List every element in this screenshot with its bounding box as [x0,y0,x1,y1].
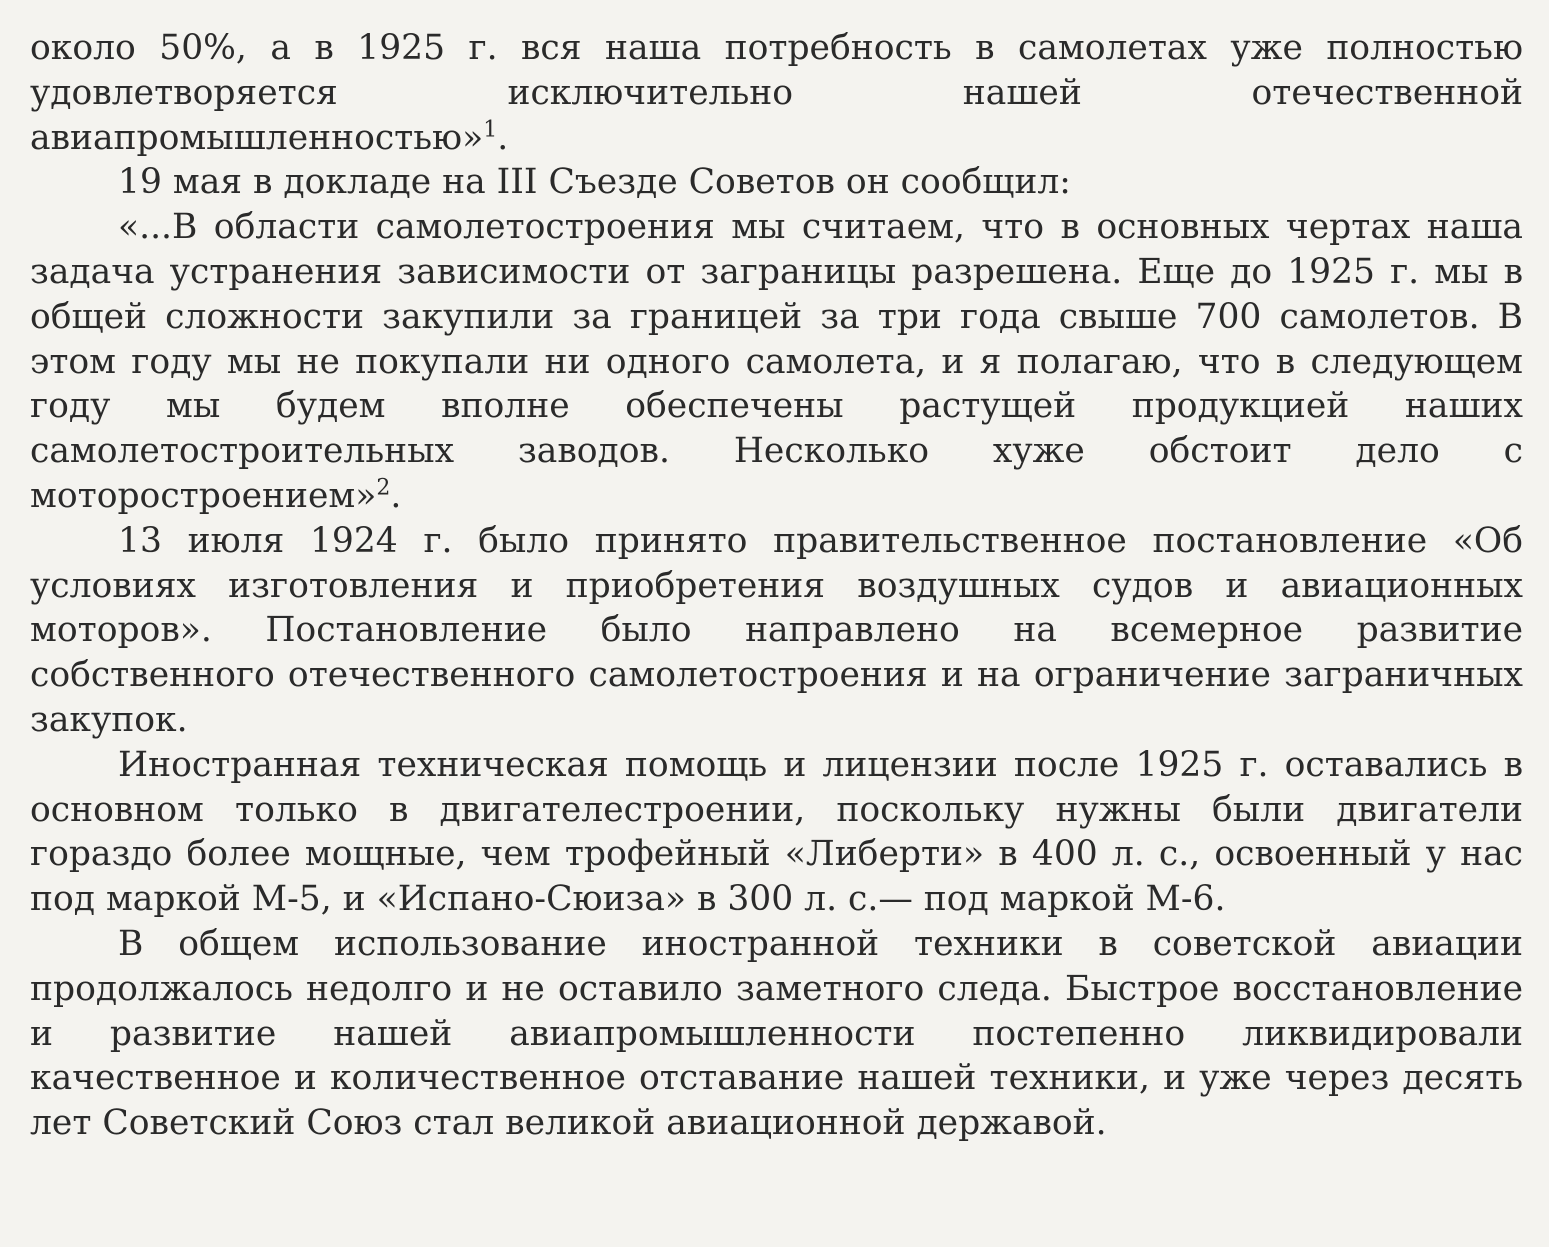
paragraph-1-tail: . [497,117,509,158]
paragraph-2 [30,160,1523,205]
paragraph-1-continuation [30,26,1523,160]
footnote-ref-1: 1 [483,117,498,143]
paragraph-3-tail: . [390,475,402,516]
paragraph-6 [30,922,1523,1146]
paragraph-3-text: «...В области самолетостроения мы считаем, что в основных чертах наша задача устранения зависимости от заграницы разрешена. Еще до 1925 г. мы в общей сложности закупили за границей за три года свыше 700 самолетов. В этом году мы не покупали ни одного самолета, и я полагаю, что в следующем году мы будем вполне обеспечены растущей продукцией наших самолетостроительных заводов. Несколько хуже обстоит дело с моторостроением» [30,207,1523,516]
paragraph-2-text: 19 мая в докладе на III Съезде Советов он сообщил: [118,162,1071,203]
paragraph-5 [30,743,1523,922]
footnote-ref-2: 2 [376,475,391,501]
paragraph-5-text: Иностранная техническая помощь и лицензии после 1925 г. оставались в основном только в двигателестроении, поскольку нужны были двигатели гораздо более мощные, чем трофейный «Либерти» в 400 л. с., освоенный у нас под маркой М-5, и «Испано-Сюиза» в 300 л. с.— под маркой М-6. [30,744,1523,920]
paragraph-6-text: В общем использование иностранной техники в советской авиации продолжалось недолго и не оставило заметного следа. Быстрое восстановление и развитие нашей авиапромышленности постепенно ликвидировали качественное и количественное отставание нашей техники, и уже через десять лет Советский Союз стал великой авиационной державой. [30,923,1523,1144]
paragraph-4 [30,519,1523,743]
paragraph-4-text: 13 июля 1924 г. было принято правительственное постановление «Об условиях изготовления и приобретения воздушных судов и авиационных моторов». Постановление было направлено на всемерное развитие собственного отечественного самолетостроения и на ограничение заграничных закупок. [30,520,1523,740]
paragraph-1-text: около 50%, а в 1925 г. вся наша потребность в самолетах уже полностью удовлетворяется исключительно нашей отечественной авиапромышленностью» [30,28,1523,158]
paragraph-3-quote [30,205,1523,519]
